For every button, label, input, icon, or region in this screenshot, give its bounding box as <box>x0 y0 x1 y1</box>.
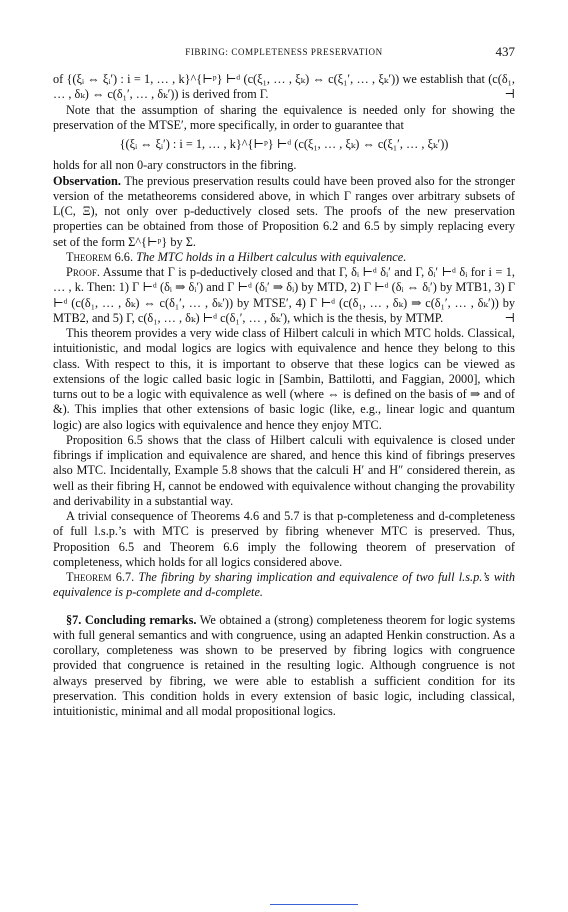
proof-text: Assume that Γ is p-deductively closed and that Γ, δᵢ ⊢ᵈ δᵢ′ and Γ, δᵢ′ ⊢ᵈ δᵢ for i = 1, … , k. Then: 1) Γ ⊢ᵈ (δᵢ ⇒ δᵢ′) and Γ ⊢ᵈ (δᵢ′ ⇒ δᵢ) by MTD, 2) Γ ⊢ᵈ (δᵢ ⇔ δᵢ′) by MTB1, 3) Γ ⊢ᵈ (c(δ₁, … , δₖ) ⇔ c(δ₁′, … , δₖ′)) by MTSE′, 4) Γ ⊢ᵈ (c(δ₁, … , δₖ) ⇒ c(δ₁′, … , δₖ′)) by MTB2, and 5) Γ, c(δ₁, … , δₖ) ⊢ᵈ c(δ₁′, … , δₖ′), which is the thesis, by MTMP. <box>53 265 515 325</box>
display-formula: {(ξᵢ ⇔ ξᵢ′) : i = 1, … , k}^{⊢ᵖ} ⊢ᵈ (c(ξ₁, … , ξₖ) ⇔ c(ξ₁′, … , ξₖ′)) <box>119 137 449 151</box>
theorem-6-7 <box>53 570 515 601</box>
paragraph-trivial-consequence: A trivial consequence of Theorems 4.6 and 5.7 is that p-completeness and d-completeness of full l.s.p.’s with MTC is preserved by fibring whenever MTC is preserved. Thus, Proposition 6.5 and Theorem 6.6 imply the following theorem of preservation of completeness, which holds for all logics considered above. <box>53 509 515 569</box>
theorem-statement: The fibring by sharing implication and equivalence of two full l.s.p.’s with equivalence is p-complete and d-complete. <box>53 570 516 600</box>
theorem-label: Theorem 6.6. <box>66 249 134 264</box>
paragraph-hilbert-calculi: This theorem provides a very wide class of Hilbert calculi in which MTC holds. Classical, intuitionistic, and modal logics are logics with equivalence and hence they belong to this class. With respect to this, it is important to observe that these logics can be viewed as extensions of the logic called basic logic in [Sambin, Battilotti, and Faggian, 2000], which turns out to be a logic with equivalence as well (where ⇔ is defined on the basis of ⇒ and of &). This implies that other extensions of basic logic (like, e.g., linear logic and quantum logic) are also logics with equivalence and hence they enjoy MTC. <box>53 326 515 432</box>
section-7 <box>53 613 515 720</box>
theorem-label: Theorem 6.7. <box>66 570 135 584</box>
paragraph-observation <box>53 174 515 250</box>
footer-link-underline <box>270 904 358 905</box>
page-number: 437 <box>495 44 515 59</box>
page-header <box>53 44 515 63</box>
paragraph-continuation <box>53 72 515 103</box>
section-text: We obtained a (strong) completeness theorem for logic systems with full general semantics and with congruence, using an adapted Henkin construction. As a corollary, completeness was shown to be preserved by fibring logics with congruence provided that congruence is retained in the resulting logic. Although congruence is not always preserved by fibring, we were able to establish a sufficient condition for its preservation. This condition holds in every extension of basic logic, including classical, intuitionistic, minimal and all modal propositional logics. <box>53 612 516 718</box>
proof-label: Proof. <box>66 265 100 279</box>
end-of-proof-mark: ⊣ <box>504 310 515 325</box>
observation-label: Observation. <box>53 173 121 188</box>
paragraph-proposition-6-5: Proposition 6.5 shows that the class of Hilbert calculi with equivalence is closed under fibrings if implication and equivalence are shared, and hence this kind of fibrings preserves also MTC. Incidentally, Example 5.8 shows that the calculi H′ and H″ considered therein, as well as their fibring H, cannot be endowed with equivalence without changing the provability and derivability in a substantial way. <box>53 432 515 508</box>
paragraph-note: Note that the assumption of sharing the equivalence is needed only for showing the preservation of the MTSE′, more specifically, in order to guarantee that <box>53 102 515 132</box>
section-heading: §7. Concluding remarks. <box>66 612 197 627</box>
paragraph-holds: holds for all non 0-ary constructors in the fibring. <box>53 158 297 173</box>
end-of-proof-mark: ⊣ <box>504 87 515 102</box>
observation-text: The previous preservation results could have been proved also for the stronger version of the metatheorems considered above, in which Γ ranges over arbitrary subsets of L(C, Ξ), not only over p-deductively closed sets. The proofs of the new preservation properties can be obtained from those of Proposition 6.2 and 6.5 by simply replacing every set of the form Σ^{⊢ᵖ} by Σ. <box>53 173 515 249</box>
section-gap <box>53 601 515 613</box>
proof <box>53 265 515 326</box>
paragraph-text: of {(ξᵢ ⇔ ξᵢ′) : i = 1, … , k}^{⊢ᵖ} ⊢ᵈ (c(ξ₁, … , ξₖ) ⇔ c(ξ₁′, … , ξₖ′)) we establish that (c(δ₁, … , δₖ) ⇔ c(δ₁′, … , δₖ′)) is derived from Γ. <box>53 72 515 102</box>
theorem-6-6 <box>53 250 515 265</box>
page-body <box>53 72 515 719</box>
theorem-statement: The MTC holds in a Hilbert calculus with equivalence. <box>136 249 407 264</box>
running-head: FIBRING: COMPLETENESS PRESERVATION <box>185 47 383 57</box>
